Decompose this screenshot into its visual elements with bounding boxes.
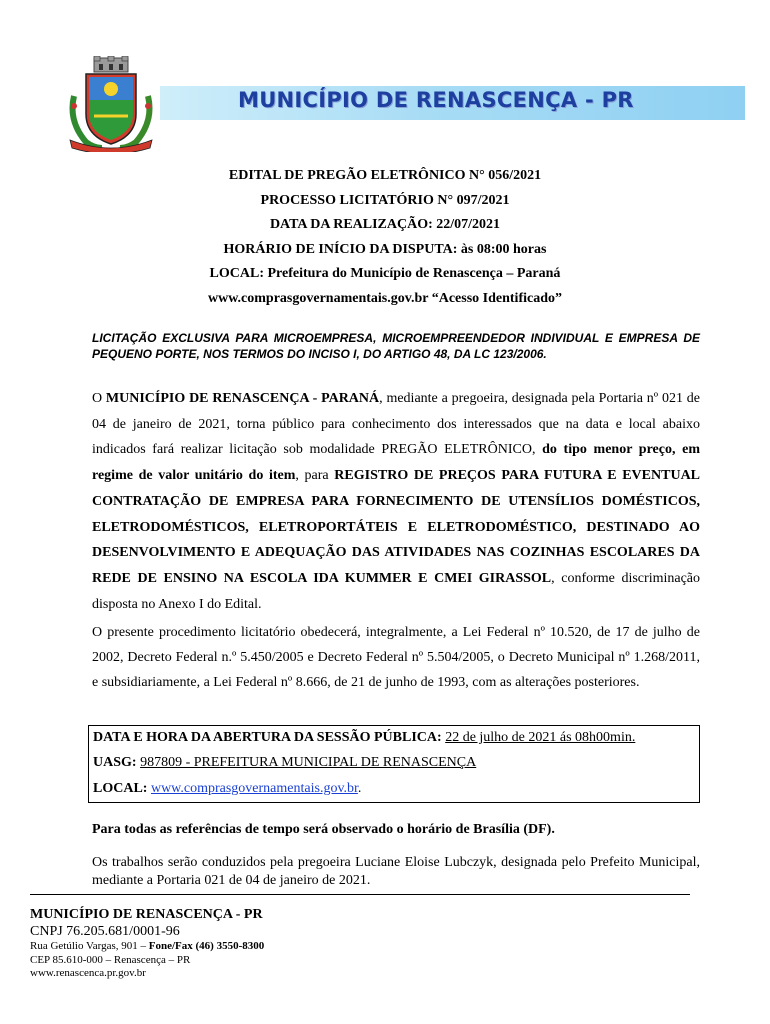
footer-address-line bbox=[30, 940, 264, 954]
time-reference-note: Para todas as referências de tempo será observado o horário de Brasília (DF). bbox=[92, 822, 555, 837]
conduct-paragraph: Os trabalhos serão conduzidos pela pregoeira Luciane Eloise Lubczyk, designada pelo Prefeito Municipal, mediante a Portaria 021 de 04 de janeiro de 2021. bbox=[92, 855, 700, 888]
uasg-line bbox=[93, 755, 476, 771]
location-line: LOCAL: Prefeitura do Município de Renascença – Paraná bbox=[209, 266, 561, 281]
exclusive-notice: LICITAÇÃO EXCLUSIVA PARA MICROEMPRESA, MICROEMPREENDEDOR INDIVIDUAL E EMPRESA DE PEQUENO PORTE, NOS TERMOS DO INCISO I, DO ARTIGO 48, DA LC 123/2006. bbox=[92, 331, 700, 361]
session-local-suffix: . bbox=[357, 781, 362, 796]
uasg-label: UASG: bbox=[93, 755, 137, 770]
edital-titles bbox=[0, 164, 770, 311]
footer-phone: Fone/Fax (46) 3550-8300 bbox=[148, 940, 265, 952]
intro-paragraph bbox=[92, 386, 700, 617]
dispute-start-time: HORÁRIO DE INÍCIO DA DISPUTA: às 08:00 horas bbox=[223, 241, 547, 257]
session-local-label: LOCAL: bbox=[93, 781, 148, 796]
website-line: www.comprasgovernamentais.gov.br “Acesso Identificado” bbox=[207, 290, 562, 306]
intro-type: do tipo menor preço, em regime de valor unitário do item bbox=[92, 442, 700, 484]
session-local-line bbox=[93, 781, 361, 797]
intro-entity: MUNICÍPIO DE RENASCENÇA - PARANÁ bbox=[105, 391, 380, 406]
municipality-title: MUNICÍPIO DE RENASCENÇA - PR bbox=[238, 88, 634, 112]
uasg-value: 987809 - PREFEITURA MUNICIPAL DE RENASCENÇA bbox=[140, 755, 477, 770]
footer-address: Rua Getúlio Vargas, 901 – bbox=[30, 940, 149, 952]
session-date-line bbox=[93, 730, 635, 746]
page-header bbox=[0, 0, 770, 160]
session-date-value: 22 de julho de 2021 ás 08h00min. bbox=[445, 730, 636, 745]
footer-site: www.renascenca.pr.gov.br bbox=[30, 967, 146, 979]
session-local-link[interactable]: www.comprasgovernamentais.gov.br bbox=[150, 781, 358, 796]
intro-text-2: , para bbox=[295, 468, 335, 484]
intro-text-3: , conforme discriminação disposta no Anexo I do Edital. bbox=[92, 570, 700, 612]
realization-date: DATA DA REALIZAÇÃO: 22/07/2021 bbox=[269, 217, 501, 232]
coat-of-arms-icon bbox=[64, 56, 158, 152]
page-footer bbox=[30, 906, 264, 981]
footer-cnpj: CNPJ 76.205.681/0001-96 bbox=[30, 924, 180, 939]
intro-lead: O bbox=[92, 391, 106, 406]
process-number: PROCESSO LICITATÓRIO N° 097/2021 bbox=[260, 192, 510, 208]
intro-text-1: , mediante a pregoeira, designada pela Portaria nº 021 de 04 de janeiro de 2021, torna público para conhecimento dos interessados que na data e local abaixo indicados fará realizar licitação sob modalidade PREGÃO ELETRÔNICO, bbox=[92, 391, 700, 458]
edital-number: EDITAL DE PREGÃO ELETRÔNICO N° 056/2021 bbox=[228, 168, 542, 183]
footer-divider bbox=[30, 894, 690, 895]
session-info-box bbox=[88, 725, 700, 803]
session-date-label: DATA E HORA DA ABERTURA DA SESSÃO PÚBLICA: bbox=[93, 730, 442, 745]
footer-municipality: MUNICÍPIO DE RENASCENÇA - PR bbox=[30, 907, 263, 922]
footer-cep: CEP 85.610-000 – Renascença – PR bbox=[30, 953, 191, 966]
intro-object: REGISTRO DE PREÇOS PARA FUTURA E EVENTUAL CONTRATAÇÃO DE EMPRESA PARA FORNECIMENTO DE UTENSÍLIOS DOMÉSTICOS, ELETRODOMÉSTICOS, ELETROPORTÁTEIS E ELETRODOMÉSTICO, DESTINADO AO DESENVOLVIMENTO E ADEQUAÇÃO DAS ATIVIDADES NAS COZINHAS ESCOLARES DA REDE DE ENSINO NA ESCOLA IDA KUMMER E CMEI GIRASSOL bbox=[92, 468, 701, 586]
header-banner bbox=[160, 86, 745, 120]
legal-basis-paragraph: O presente procedimento licitatório obedecerá, integralmente, a Lei Federal nº 10.520, de 17 de julho de 2002, Decreto Federal n.º 5.450/2005 e Decreto Federal nº 5.504/2005, o Decreto Municipal nº 1.268/2011, e subsidiariamente, a Lei Federal nº 8.666, de 21 de junho de 1993, com as alterações posteriores. bbox=[92, 625, 700, 690]
